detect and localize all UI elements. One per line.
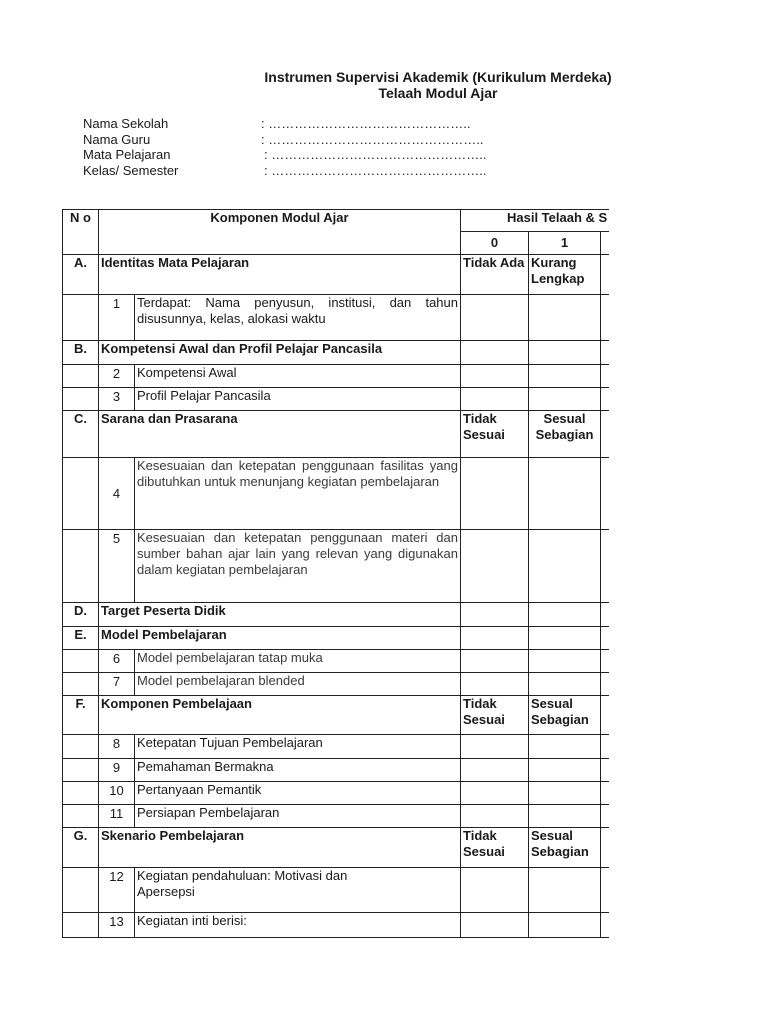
score-cell-0[interactable] — [461, 782, 529, 805]
identity-label: Nama Guru — [83, 131, 151, 147]
score-cell-0[interactable] — [461, 458, 529, 530]
item-row — [63, 673, 673, 696]
section-title: Target Peserta Didik — [99, 603, 461, 627]
section-row-b — [63, 341, 673, 365]
section-col1-label: Sesual Sebagian — [529, 696, 601, 735]
section-letter: F. — [63, 696, 99, 735]
item-row — [63, 868, 673, 913]
section-letter: D. — [63, 603, 99, 627]
section-row-e — [63, 627, 673, 650]
item-number: 10 — [99, 782, 135, 805]
item-text: Kompetensi Awal — [135, 365, 461, 388]
table-cell — [63, 868, 99, 913]
item-row — [63, 295, 673, 341]
score-cell-0[interactable] — [461, 530, 529, 603]
score-cell-0[interactable] — [461, 388, 529, 411]
score-cell-1[interactable] — [529, 759, 601, 782]
table-cell — [461, 627, 529, 650]
table-cell — [63, 650, 99, 673]
identity-label: Nama Sekolah — [83, 116, 169, 131]
table-cell — [63, 805, 99, 828]
table-cell — [63, 735, 99, 759]
section-col0-label: Tidak Ada — [461, 255, 529, 295]
item-row — [63, 458, 673, 530]
section-col1-label: Sesual Sebagian — [529, 411, 601, 458]
score-cell-0[interactable] — [461, 868, 529, 913]
item-number: 8 — [99, 735, 135, 759]
item-row — [63, 782, 673, 805]
item-number: 5 — [99, 530, 135, 603]
item-number: 3 — [99, 388, 135, 411]
score-cell-0[interactable] — [461, 735, 529, 759]
table-cell — [63, 458, 99, 530]
table-cell — [529, 341, 601, 365]
table-cell — [63, 673, 99, 696]
header-component: Komponen Modul Ajar — [99, 210, 461, 255]
score-cell-0[interactable] — [461, 805, 529, 828]
header-score-1: 1 — [529, 232, 601, 255]
item-number: 12 — [99, 868, 135, 913]
item-text: Kegiatan inti berisi: — [135, 913, 461, 938]
item-text: Kegiatan pendahuluan: Motivasi dan Apersepsi — [135, 868, 461, 913]
section-title: Model Pembelajaran — [99, 627, 461, 650]
section-row-d — [63, 603, 673, 627]
score-cell-1[interactable] — [529, 782, 601, 805]
score-cell-1[interactable] — [529, 913, 601, 938]
table-cell — [63, 782, 99, 805]
section-col0-label: Tidak Sesuai — [461, 828, 529, 868]
score-cell-1[interactable] — [529, 735, 601, 759]
table-cell — [63, 388, 99, 411]
item-text: Kesesuaian dan ketepatan penggunaan fasilitas yang dibutuhkan untuk menunjang kegiatan pembelajaran — [135, 458, 461, 530]
item-row — [63, 530, 673, 603]
section-letter: E. — [63, 627, 99, 650]
item-text: Model pembelajaran blended — [135, 673, 461, 696]
section-col0-label: Tidak Sesuai — [461, 696, 529, 735]
section-title: Skenario Pembelajaran — [99, 828, 461, 868]
score-cell-0[interactable] — [461, 759, 529, 782]
item-number: 13 — [99, 913, 135, 938]
score-cell-1[interactable] — [529, 673, 601, 696]
header-score-0: 0 — [461, 232, 529, 255]
item-text: Pemahaman Bermakna — [135, 759, 461, 782]
score-cell-1[interactable] — [529, 458, 601, 530]
item-row — [63, 650, 673, 673]
item-row — [63, 388, 673, 411]
score-cell-0[interactable] — [461, 365, 529, 388]
section-letter: B. — [63, 341, 99, 365]
table-cell — [461, 341, 529, 365]
table-cell — [63, 365, 99, 388]
identity-value: : ………………………………………….. — [261, 131, 484, 147]
table-cell — [63, 530, 99, 603]
item-row — [63, 805, 673, 828]
header-no: N o — [63, 210, 99, 255]
table-cell — [529, 627, 601, 650]
score-cell-1[interactable] — [529, 388, 601, 411]
section-col0-label: Tidak Sesuai — [461, 411, 529, 458]
section-title: Sarana dan Prasarana — [99, 411, 461, 458]
table-cell — [461, 603, 529, 627]
section-letter: A. — [63, 255, 99, 295]
table-cell — [63, 759, 99, 782]
document-subtitle: Telaah Modul Ajar — [378, 85, 498, 101]
table-cell — [63, 295, 99, 341]
item-text: Model pembelajaran tatap muka — [135, 650, 461, 673]
score-cell-1[interactable] — [529, 805, 601, 828]
identity-value: : ………………………………………….. — [264, 162, 487, 178]
table-header-row — [63, 210, 673, 232]
item-number: 2 — [99, 365, 135, 388]
score-cell-0[interactable] — [461, 913, 529, 938]
score-cell-1[interactable] — [529, 650, 601, 673]
item-number: 1 — [99, 295, 135, 341]
section-letter: G. — [63, 828, 99, 868]
section-title: Identitas Mata Pelajaran — [99, 255, 461, 295]
section-col1-label: Kurang Lengkap — [529, 255, 601, 295]
item-number: 6 — [99, 650, 135, 673]
item-row — [63, 759, 673, 782]
item-number: 9 — [99, 759, 135, 782]
score-cell-0[interactable] — [461, 650, 529, 673]
score-cell-0[interactable] — [461, 295, 529, 341]
section-row-c — [63, 411, 673, 458]
identity-value: : ……………………………………….. — [261, 116, 471, 131]
score-cell-1[interactable] — [529, 530, 601, 603]
score-cell-1[interactable] — [529, 365, 601, 388]
item-number: 4 — [99, 458, 135, 530]
section-col1-label: Sesual Sebagian — [529, 828, 601, 868]
section-row-a — [63, 255, 673, 295]
document-title: Instrumen Supervisi Akademik (Kurikulum Merdeka) — [264, 69, 612, 85]
item-number: 7 — [99, 673, 135, 696]
identity-label: Mata Pelajaran — [83, 147, 171, 162]
item-text: Ketepatan Tujuan Pembelajaran — [135, 735, 461, 759]
section-row-f — [63, 696, 673, 735]
item-row — [63, 913, 673, 938]
section-title: Kompetensi Awal dan Profil Pelajar Pancasila — [99, 341, 461, 365]
review-table — [62, 209, 673, 938]
table-cell — [63, 913, 99, 938]
identity-value: : ………………………………………….. — [264, 147, 487, 162]
item-text: Profil Pelajar Pancasila — [135, 388, 461, 411]
item-row — [63, 735, 673, 759]
page-crop-mask — [609, 200, 768, 960]
item-row — [63, 365, 673, 388]
item-text: Kesesuaian dan ketepatan penggunaan materi dan sumber bahan ajar lain yang relevan yang digunakan dalam kegiatan pembelajaran — [135, 530, 461, 603]
item-text: Pertanyaan Pemantik — [135, 782, 461, 805]
identity-label: Kelas/ Semester — [83, 162, 179, 178]
table-cell — [529, 603, 601, 627]
section-row-g — [63, 828, 673, 868]
header-result: Hasil Telaah & S — [461, 210, 673, 232]
score-cell-1[interactable] — [529, 868, 601, 913]
score-cell-0[interactable] — [461, 673, 529, 696]
score-cell-1[interactable] — [529, 295, 601, 341]
section-letter: C. — [63, 411, 99, 458]
section-title: Komponen Pembelajaan — [99, 696, 461, 735]
item-text: Terdapat: Nama penyusun, institusi, dan tahun disusunnya, kelas, alokasi waktu — [135, 295, 461, 341]
item-number: 11 — [99, 805, 135, 828]
item-text: Persiapan Pembelajaran — [135, 805, 461, 828]
